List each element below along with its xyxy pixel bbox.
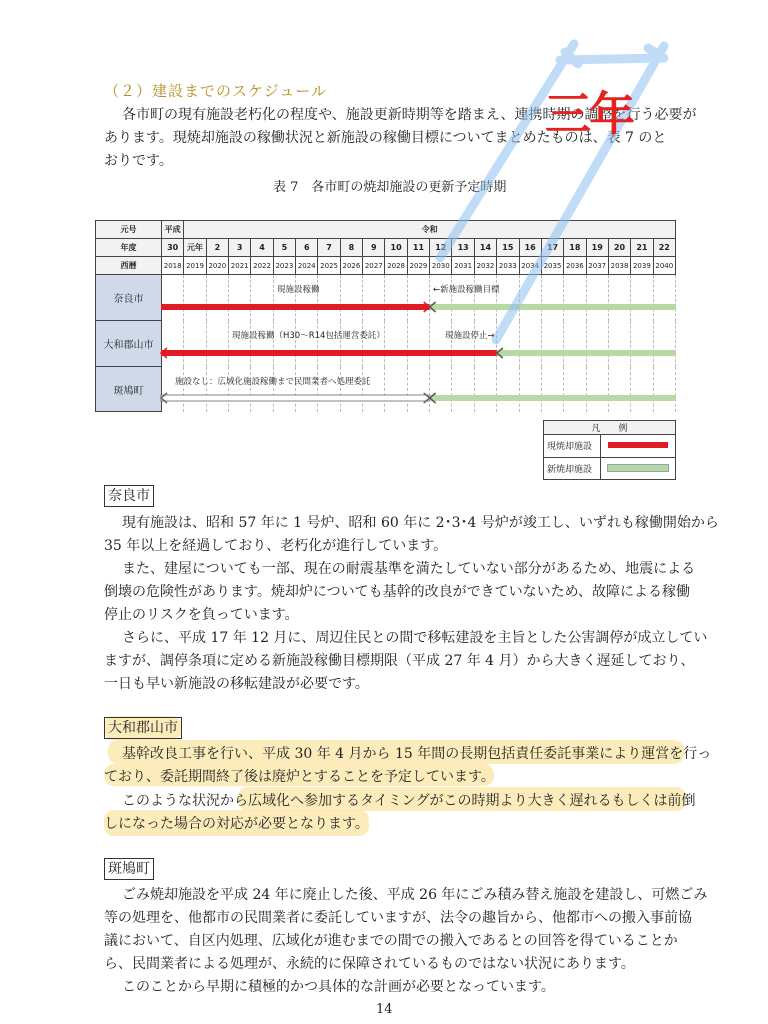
nara-line-2: 35 年以上を経過しており、老朽化が進行しています。 <box>104 538 448 554</box>
nendo-cell: 18 <box>564 239 586 257</box>
seireki-cell: 2020 <box>206 257 228 275</box>
yamatokoriyama-line-3: このような状況から広域化へ参加するタイミングがこの時期より大きく遅れるもしくは前倒 <box>122 793 696 809</box>
seireki-cell: 2026 <box>340 257 362 275</box>
handwritten-annotation-text: 三年 <box>545 87 633 141</box>
era-label: 元号 <box>96 221 162 239</box>
annot-stroke-left <box>440 44 574 258</box>
nara-current-label: 現施設稼働 <box>277 285 320 295</box>
yamatokoriyama-line-4: しになった場合の対応が必要となります。 <box>104 816 369 832</box>
nendo-cell: 30 <box>162 239 184 257</box>
seireki-cell: 2028 <box>385 257 407 275</box>
seireki-cell: 2018 <box>162 257 184 275</box>
seireki-cell: 2025 <box>318 257 340 275</box>
seireki-cell: 2019 <box>184 257 206 275</box>
ikaruga-line-2: 等の処理を、他都市の民間業者に委託していますが、法令の趣旨から、他都市への搬入事前協 <box>104 910 692 926</box>
nendo-cell: 4 <box>251 239 273 257</box>
nendo-cell: 20 <box>608 239 630 257</box>
city-ikaruga: 斑鳩町 <box>96 367 162 412</box>
nendo-label: 年度 <box>96 239 162 257</box>
nendo-cell: 6 <box>296 239 318 257</box>
city-nara: 奈良市 <box>96 275 162 321</box>
seireki-cell: 2034 <box>519 257 541 275</box>
era-heisei: 平成 <box>162 221 184 239</box>
nara-line-7: ますが、調停条項に定める新施設稼働目標期限（平成 27 年 4 月）から大きく遅延しており、 <box>104 653 695 669</box>
nara-line-3: また、建屋についても一部、現在の耐震基準を満たしていない部分があるため、地震による <box>122 561 696 577</box>
nendo-cell: 元年 <box>184 239 206 257</box>
page-number: 14 <box>376 1002 393 1017</box>
nara-new-label: ←新施設稼働目標 <box>433 285 500 295</box>
nendo-cell: 3 <box>229 239 251 257</box>
nendo-cell: 11 <box>407 239 429 257</box>
nendo-cell: 17 <box>541 239 563 257</box>
nara-line-1: 現有施設は、昭和 57 年に 1 号炉、昭和 60 年に 2･3･4 号炉が竣工し、いずれも稼働開始から <box>122 515 719 531</box>
nara-heading: 奈良市 <box>104 485 154 507</box>
table-caption: 表 7 各市町の焼却施設の更新予定時期 <box>273 180 507 195</box>
yamatokoriyama-current-label: 現施設稼働（H30～R14包括運営委託） <box>232 331 385 341</box>
nendo-cell: 21 <box>631 239 653 257</box>
yamatokoriyama-line-2: ており、委託期間終了後は廃炉とすることを予定しています。 <box>104 769 495 785</box>
seireki-cell: 2024 <box>296 257 318 275</box>
seireki-cell: 2030 <box>430 257 452 275</box>
nendo-cell: 14 <box>474 239 496 257</box>
ikaruga-heading: 斑鳩町 <box>104 858 154 880</box>
seireki-cell: 2032 <box>474 257 496 275</box>
intro-line-2: あります。現焼却施設の稼働状況と新施設の稼働目標についてまとめたものは、表 7 のと <box>104 130 667 146</box>
nendo-cell: 19 <box>586 239 608 257</box>
nara-line-6: さらに、平成 17 年 12 月に、周辺住民との間で移転建設を主旨とした公害調停が成立してい <box>122 630 708 646</box>
nendo-cell: 22 <box>653 239 675 257</box>
seireki-cell: 2040 <box>653 257 675 275</box>
section-heading: （２）建設までのスケジュール <box>104 82 328 100</box>
legend-new-label: 新焼却施設 <box>544 457 601 480</box>
nendo-cell: 8 <box>340 239 362 257</box>
seireki-cell: 2039 <box>631 257 653 275</box>
nendo-cell: 5 <box>273 239 295 257</box>
seireki-cell: 2035 <box>541 257 563 275</box>
nara-line-4: 倒壊の危険性があります。焼却炉についても基幹的改良ができていないため、故障による稼働 <box>104 584 691 600</box>
seireki-cell: 2027 <box>363 257 385 275</box>
nendo-cell: 10 <box>385 239 407 257</box>
nara-line-5: 停止のリスクを負っています。 <box>104 607 299 623</box>
seireki-cell: 2029 <box>407 257 429 275</box>
nara-line-8: 一日も早い新施設の移転建設が必要です。 <box>104 676 369 692</box>
seireki-cell: 2038 <box>608 257 630 275</box>
intro-line-1: 各市町の現有施設老朽化の程度や、施設更新時期等を踏まえ、連携時期の調整を行う必要が <box>122 107 697 123</box>
nendo-cell: 7 <box>318 239 340 257</box>
ikaruga-line-1: ごみ焼却施設を平成 24 年に廃止した後、平成 26 年にごみ積み替え施設を建設し、可燃ごみ <box>122 887 708 903</box>
seireki-label: 西暦 <box>96 257 162 275</box>
legend-current-label: 現焼却施設 <box>544 435 601 458</box>
nendo-cell: 16 <box>519 239 541 257</box>
yamatokoriyama-line-1: 基幹改良工事を行い、平成 30 年 4 月から 15 年間の長期包括責任委託事業により運営を行っ <box>122 746 712 762</box>
yamatokoriyama-heading: 大和郡山市 <box>104 717 182 739</box>
intro-line-3: おりです。 <box>104 153 173 169</box>
nendo-cell: 9 <box>363 239 385 257</box>
nendo-cell: 2 <box>206 239 228 257</box>
era-reiwa: 令和 <box>184 221 676 239</box>
ikaruga-line-3: 議において、自区内処理、広域化が進むまでの間での搬入であるとの回答を得ていることか <box>104 933 678 949</box>
ikaruga-line-5: このことから早期に積極的かつ具体的な計画が必要となっています。 <box>122 979 555 995</box>
ikaruga-none-label: 施設なし：広域化施設稼働まで民間業者へ処理委託 <box>175 377 371 387</box>
nendo-cell: 12 <box>430 239 452 257</box>
city-yamatokoriyama: 大和郡山市 <box>96 321 162 367</box>
ikaruga-line-4: ら、民間業者による処理が、永続的に保障されているものではない状況にあります。 <box>104 956 635 972</box>
seireki-cell: 2022 <box>251 257 273 275</box>
seireki-cell: 2033 <box>497 257 519 275</box>
legend-title: 凡 例 <box>544 421 676 435</box>
nendo-cell: 15 <box>497 239 519 257</box>
seireki-cell: 2031 <box>452 257 474 275</box>
seireki-cell: 2036 <box>564 257 586 275</box>
seireki-cell: 2021 <box>229 257 251 275</box>
nendo-cell: 13 <box>452 239 474 257</box>
seireki-cell: 2023 <box>273 257 295 275</box>
yamatokoriyama-stop-label: 現施設停止→ <box>445 331 495 341</box>
seireki-cell: 2037 <box>586 257 608 275</box>
